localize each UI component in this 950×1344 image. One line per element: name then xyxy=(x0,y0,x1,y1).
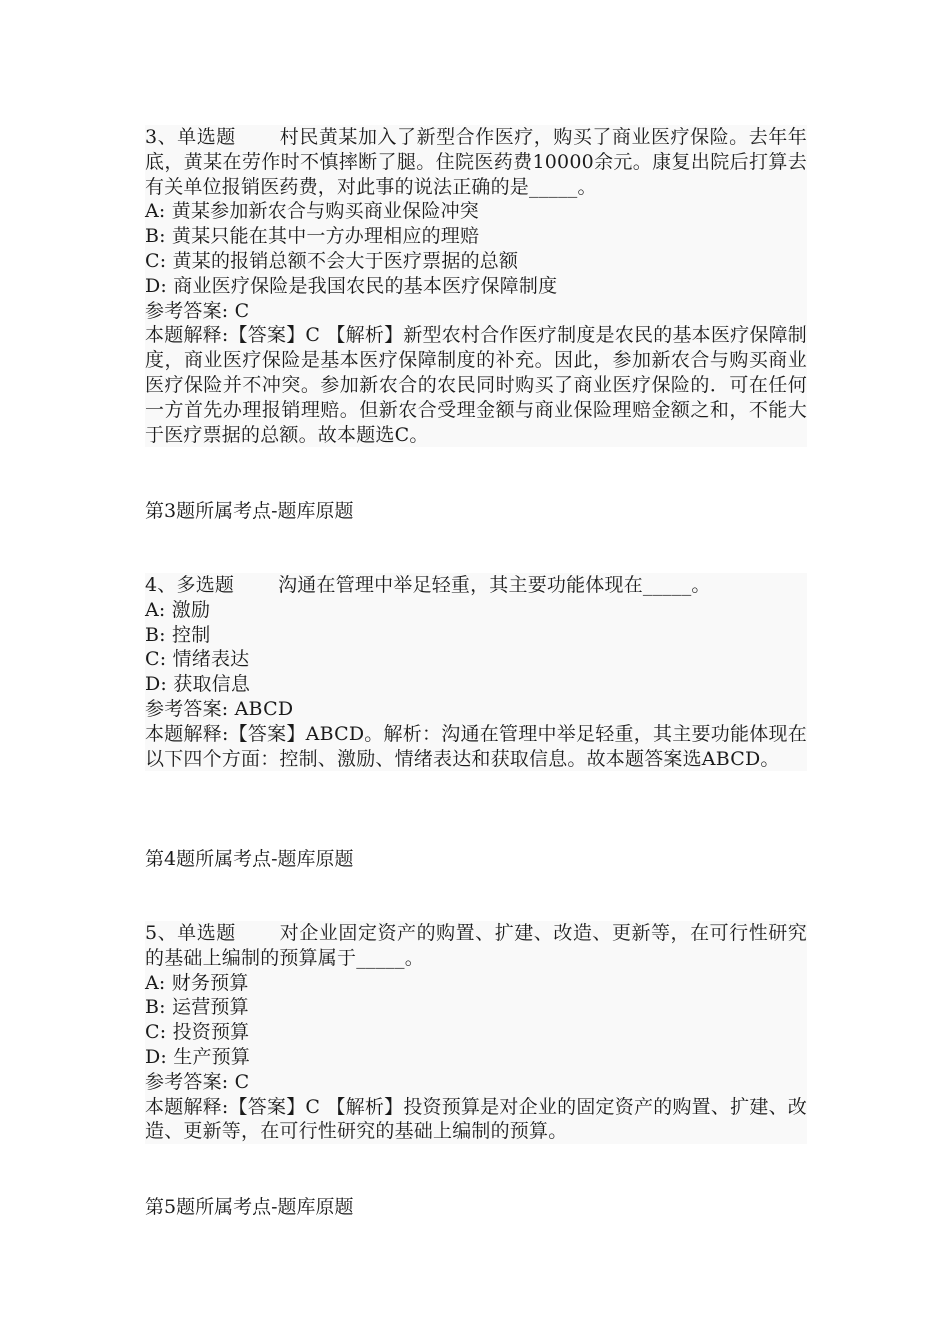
option-b: B: 控制 xyxy=(145,623,211,646)
question-type: 单选题 xyxy=(177,922,236,944)
option-a: A: 黄某参加新农合与购买商业保险冲突 xyxy=(145,200,479,223)
question-text: 对企业固定资产的购置、扩建、改造、更新等，在可行性研究的基础上编制的预算属于_____。 xyxy=(145,922,807,969)
option-c: C: 情绪表达 xyxy=(145,648,250,671)
reference-answer: 参考答案: C xyxy=(145,299,250,322)
reference-answer: 参考答案: C xyxy=(145,1070,250,1093)
option-c: C: 投资预算 xyxy=(145,1021,250,1044)
question-type: 多选题 xyxy=(176,574,235,596)
option-a: A: 激励 xyxy=(145,598,211,621)
question-number: 4、 xyxy=(145,574,177,596)
option-a: A: 财务预算 xyxy=(145,971,249,994)
explanation: 本题解释:【答案】C 【解析】投资预算是对企业的固定资产的购置、扩建、改造、更新等，在可行性研究的基础上编制的预算。 xyxy=(145,1095,807,1143)
option-d: D: 生产预算 xyxy=(145,1045,251,1068)
option-d: D: 获取信息 xyxy=(145,673,251,696)
question-3 xyxy=(145,125,807,447)
question-number: 5、 xyxy=(145,922,178,944)
question-4 xyxy=(145,573,807,771)
option-b: B: 运营预算 xyxy=(145,996,249,1019)
option-c: C: 黄某的报销总额不会大于医疗票据的总额 xyxy=(145,249,519,272)
option-d: D: 商业医疗保险是我国农民的基本医疗保障制度 xyxy=(145,274,558,297)
question-5 xyxy=(145,921,807,1144)
reference-answer: 参考答案: ABCD xyxy=(145,697,294,720)
explanation: 本题解释:【答案】ABCD。解析：沟通在管理中举足轻重，其主要功能体现在以下四个方面：控制、激励、情绪表达和获取信息。故本题答案选ABCD。 xyxy=(145,722,807,770)
option-b: B: 黄某只能在其中一方办理相应的理赔 xyxy=(145,225,480,248)
question-text: 村民黄某加入了新型合作医疗，购买了商业医疗保险。去年年底，黄某在劳作时不慎摔断了腿。住院医药费10000余元。康复出院后打算去有关单位报销医药费，对此事的说法正确的是_____。 xyxy=(145,126,807,198)
question-stem xyxy=(145,573,807,598)
topic-label: 第5题所属考点-题库原题 xyxy=(145,1196,354,1218)
topic-label: 第4题所属考点-题库原题 xyxy=(145,848,354,870)
question-stem xyxy=(145,921,807,971)
explanation: 本题解释:【答案】C 【解析】新型农村合作医疗制度是农民的基本医疗保障制度，商业医疗保险是基本医疗保障制度的补充。因此，参加新农合与购买商业医疗保险并不冲突。参加新农合的农民同时购买了商业医疗保险的．可在任何一方首先办理报销理赔。但新农合受理金额与商业保险理赔金额之和，不能大于医疗票据的总额。故本题选C。 xyxy=(145,324,807,446)
topic-label: 第3题所属考点-题库原题 xyxy=(145,500,354,522)
question-stem xyxy=(145,125,807,199)
question-number: 3、 xyxy=(145,126,178,148)
question-type: 单选题 xyxy=(177,126,236,148)
question-text: 沟通在管理中举足轻重，其主要功能体现在_____。 xyxy=(278,574,711,596)
